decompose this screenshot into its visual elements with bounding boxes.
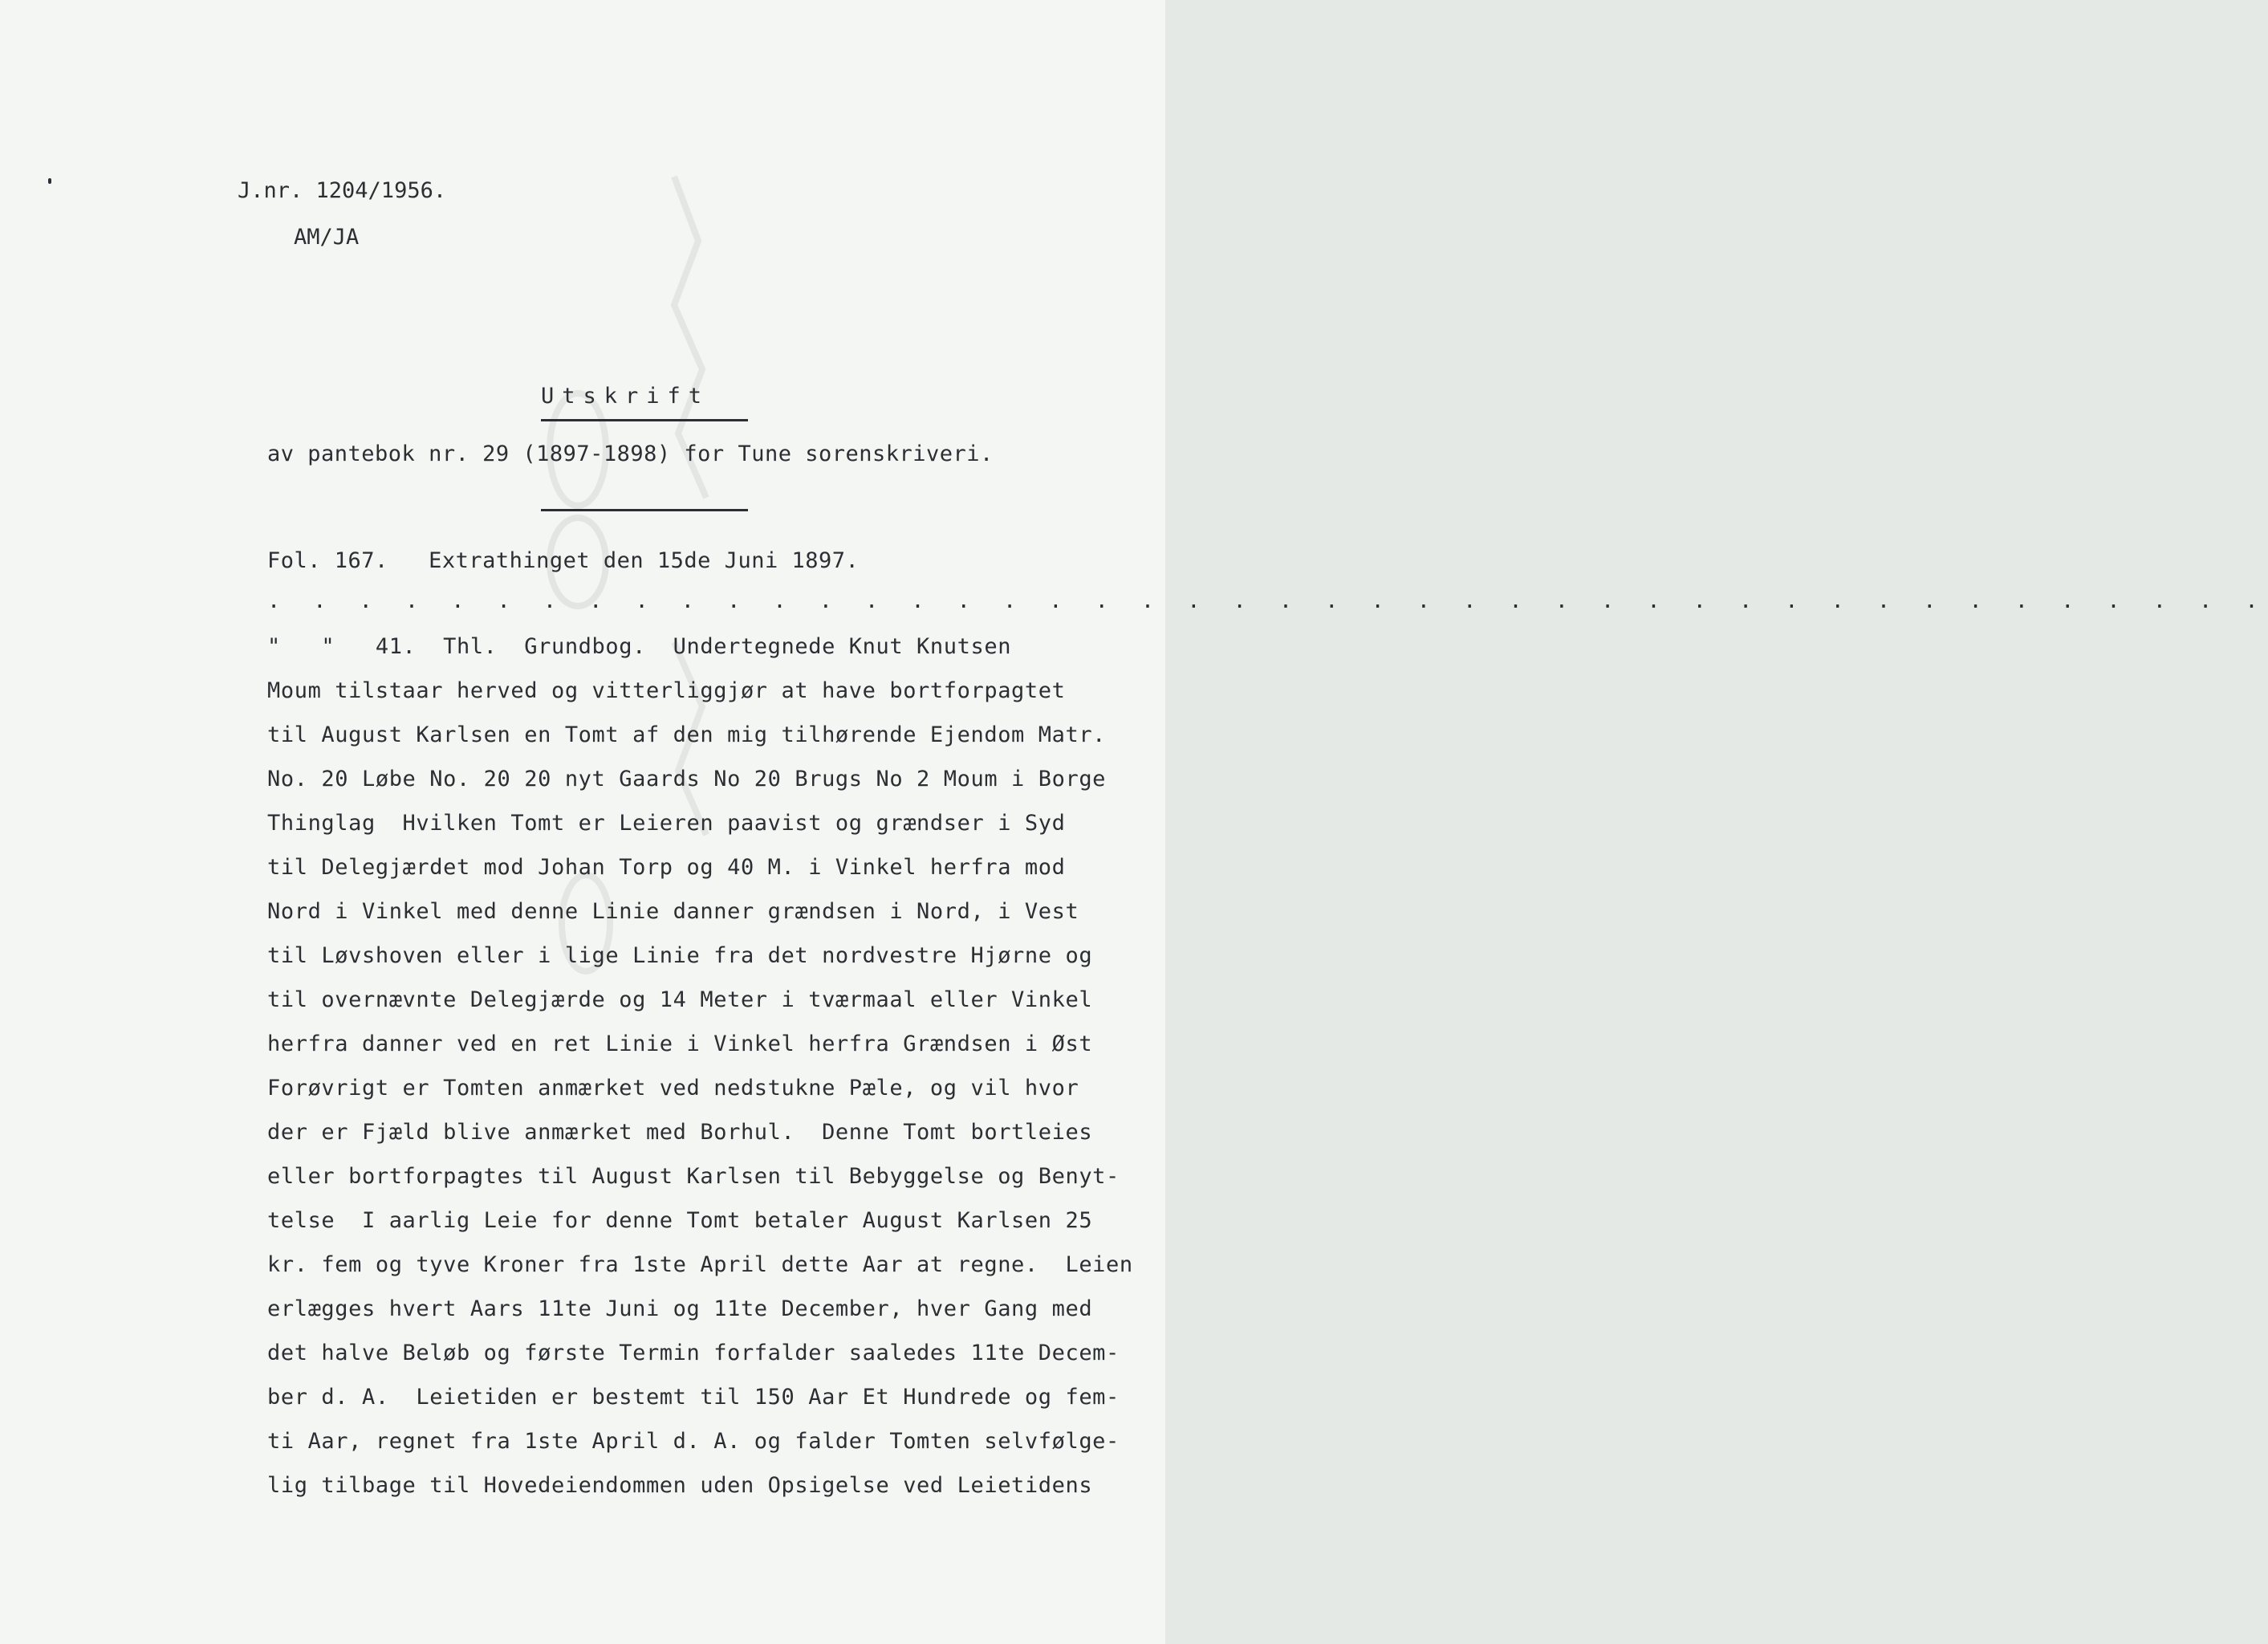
body-line: Thinglag Hvilken Tomt er Leieren paavist og grændser i Syd	[267, 811, 1066, 836]
body-line: eller bortforpagtes til August Karlsen til Bebyggelse og Benyt-	[267, 1164, 1120, 1189]
body-line: til Løvshoven eller i lige Linie fra det nordvestre Hjørne og	[267, 943, 1093, 968]
body-line: lig tilbage til Hovedeiendommen uden Opsigelse ved Leietidens	[267, 1473, 1093, 1498]
dotted-separator: . . . . . . . . . . . . . . . . . . . . . . . . . . . . . . . . . . . . . . . . . . . .	[267, 588, 2268, 613]
body-line: til August Karlsen en Tomt af den mig tilhørende Ejendom Matr.	[267, 722, 1107, 747]
body-line: ber d. A. Leietiden er bestemt til 150 Aar Et Hundrede og fem-	[267, 1385, 1120, 1410]
body-line: det halve Beløb og første Termin forfalder saaledes 11te Decem-	[267, 1341, 1120, 1365]
body-line: Nord i Vinkel med denne Linie danner grændsen i Nord, i Vest	[267, 899, 1079, 924]
body-line: ti Aar, regnet fra 1ste April d. A. og falder Tomten selvfølge-	[267, 1429, 1120, 1454]
body-line: Moum tilstaar herved og vitterliggjør at have bortforpagtet	[267, 678, 1066, 703]
body-line: til overnævnte Delegjærde og 14 Meter i tværmaal eller Vinkel	[267, 987, 1093, 1012]
body-line: der er Fjæld blive anmærket med Borhul. Denne Tomt bortleies	[267, 1120, 1093, 1145]
body-line: Forøvrigt er Tomten anmærket ved nedstukne Pæle, og vil hvor	[267, 1076, 1079, 1101]
body-line: kr. fem og tyve Kroner fra 1ste April dette Aar at regne. Leien	[267, 1252, 1133, 1277]
body-line: No. 20 Løbe No. 20 20 nyt Gaards No 20 Brugs No 2 Moum i Borge	[267, 767, 1107, 791]
body-line: herfra danner ved en ret Linie i Vinkel herfra Grændsen i Øst	[267, 1032, 1093, 1056]
body-line: " " 41. Thl. Grundbog. Undertegnede Knut Knutsen	[267, 634, 1012, 659]
body-line: til Delegjærdet mod Johan Torp og 40 M. i Vinkel herfra mod	[267, 855, 1066, 880]
body-line: erlægges hvert Aars 11te Juni og 11te December, hver Gang med	[267, 1296, 1093, 1321]
document-title: Utskrift	[541, 384, 710, 409]
body-line: telse I aarlig Leie for denne Tomt betaler August Karlsen 25	[267, 1208, 1093, 1233]
initials: AM/JA	[294, 225, 360, 250]
separator-rule	[541, 509, 748, 511]
subtitle: av pantebok nr. 29 (1897-1898) for Tune sorenskriveri.	[267, 442, 994, 466]
title-underline	[541, 419, 748, 421]
folio-line: Fol. 167. Extrathinget den 15de Juni 1897.	[267, 548, 860, 573]
margin-mark	[48, 178, 51, 184]
journal-number: J.nr. 1204/1956.	[238, 178, 447, 203]
